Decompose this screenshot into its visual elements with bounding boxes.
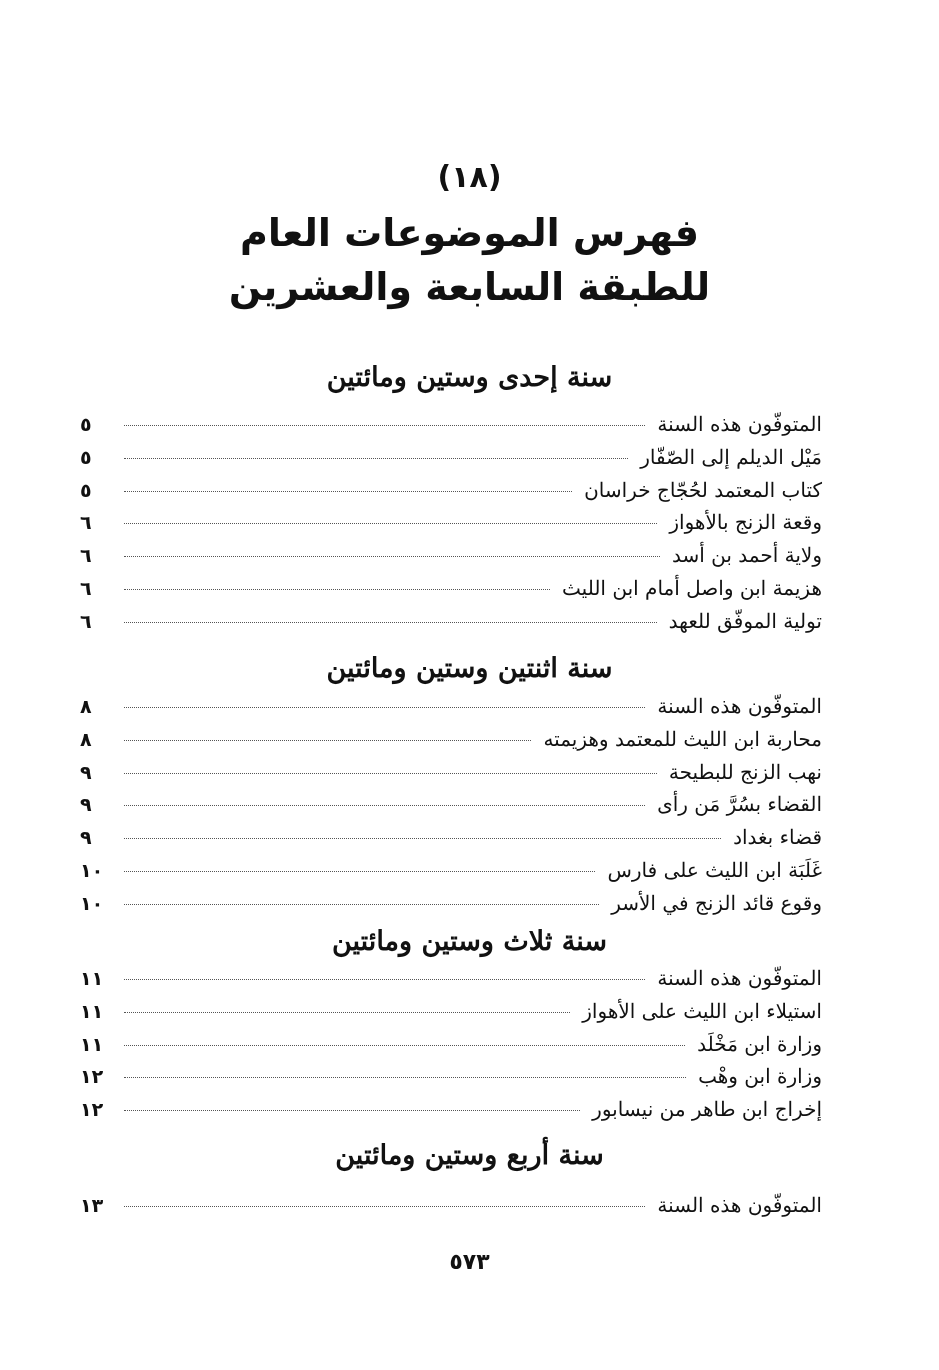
entry-page-number: ٩ (80, 827, 92, 850)
entry-title: إخراج ابن طاهر من نيسابور (592, 1097, 822, 1122)
toc-entry (80, 609, 822, 642)
toc-entry (80, 445, 822, 478)
toc-entry (80, 694, 822, 727)
entry-page-number: ٩ (80, 761, 92, 784)
dot-leader (124, 491, 572, 492)
dot-leader (124, 1206, 645, 1207)
entry-page-number: ٦ (80, 610, 92, 633)
entry-title: استيلاء ابن الليث على الأهواز (582, 998, 822, 1023)
dot-leader (124, 589, 550, 590)
entry-title: وقعة الزنج بالأهواز (669, 510, 822, 535)
dot-leader (124, 1045, 685, 1046)
entry-page-number: ١٢ (80, 1099, 104, 1122)
entry-page-number: ١١ (80, 1033, 104, 1056)
toc-entry (80, 760, 822, 793)
entry-title: ولاية أحمد بن أسد (671, 543, 822, 568)
entry-title: كتاب المعتمد لحُجّاج خراسان (584, 477, 822, 502)
entry-title: مَيْل الديلم إلى الصّفّار (640, 444, 822, 469)
entry-page-number: ١١ (80, 1000, 104, 1023)
toc-list (80, 412, 822, 642)
entry-page-number: ٦ (80, 577, 92, 600)
entry-title: قضاء بغداد (733, 825, 822, 850)
dot-leader (124, 773, 657, 774)
toc-entry (80, 543, 822, 576)
entry-title: القضاء بسُرَّ مَن رأى (657, 792, 822, 817)
toc-entry (80, 1032, 822, 1065)
toc-entry (80, 1193, 822, 1226)
dot-leader (124, 1012, 570, 1013)
dot-leader (124, 740, 531, 741)
toc-entry (80, 510, 822, 543)
toc-entry (80, 1097, 822, 1130)
entry-page-number: ٦ (80, 545, 92, 568)
entry-title: تولية الموفّق للعهد (668, 608, 822, 633)
entry-title: المتوفّون هذه السنة (657, 694, 822, 718)
toc-list (80, 1193, 822, 1226)
entry-page-number: ٨ (80, 728, 92, 751)
dot-leader (124, 1110, 580, 1111)
dot-leader (124, 622, 657, 623)
entry-page-number: ٥ (80, 446, 92, 469)
entry-page-number: ٥ (80, 414, 92, 436)
dot-leader (124, 838, 721, 839)
entry-title: المتوفّون هذه السنة (657, 966, 822, 990)
toc-list (80, 966, 822, 1130)
entry-page-number: ١٠ (80, 892, 104, 915)
entry-page-number: ٥ (80, 479, 92, 502)
entry-page-number: ١٢ (80, 1066, 104, 1089)
toc-entry (80, 825, 822, 858)
dot-leader (124, 904, 599, 905)
entry-title: المتوفّون هذه السنة (657, 412, 822, 436)
entry-page-number: ٨ (80, 696, 92, 718)
year-heading: سنة أربع وستين ومائتين (335, 1140, 604, 1171)
dot-leader (124, 523, 657, 524)
entry-title: وقوع قائد الزنج في الأسر (611, 890, 822, 915)
toc-entry (80, 966, 822, 999)
dot-leader (124, 979, 645, 980)
dot-leader (124, 458, 628, 459)
year-heading: سنة ثلاث وستين ومائتين (331, 926, 608, 957)
toc-entry (80, 478, 822, 511)
toc-entry (80, 576, 822, 609)
entry-page-number: ٦ (80, 512, 92, 535)
dot-leader (124, 1077, 686, 1078)
entry-title: محاربة ابن الليث للمعتمد وهزيمته (543, 726, 822, 751)
entry-title: المتوفّون هذه السنة (657, 1193, 822, 1217)
page-title-line-1: فهرس الموضوعات العام (240, 211, 699, 255)
dot-leader (124, 871, 595, 872)
dot-leader (124, 805, 645, 806)
dot-leader (124, 556, 660, 557)
entry-title: نهب الزنج للبطيحة (668, 759, 822, 784)
toc-entry (80, 891, 822, 924)
toc-entry (80, 999, 822, 1032)
toc-list (80, 694, 822, 924)
entry-page-number: ١١ (80, 968, 104, 990)
page-number: ٥٧٣ (449, 1250, 490, 1275)
dot-leader (124, 425, 645, 426)
dot-leader (124, 707, 645, 708)
entry-title: غَلَبَة ابن الليث على فارس (607, 857, 822, 882)
entry-page-number: ١٣ (80, 1195, 104, 1217)
entry-page-number: ٩ (80, 794, 92, 817)
year-heading: سنة اثنتين وستين ومائتين (326, 653, 613, 684)
year-heading: سنة إحدى وستين ومائتين (326, 362, 613, 393)
toc-entry (80, 1064, 822, 1097)
toc-entry (80, 792, 822, 825)
entry-title: وزارة ابن مَخْلَد (697, 1031, 822, 1056)
toc-entry (80, 727, 822, 760)
toc-entry (80, 858, 822, 891)
chapter-number: (١٨) (437, 160, 502, 195)
entry-title: هزيمة ابن واصل أمام ابن الليث (562, 575, 822, 600)
entry-page-number: ١٠ (80, 859, 104, 882)
toc-entry (80, 412, 822, 445)
page-title-line-2: للطبقة السابعة والعشرين (228, 265, 711, 309)
entry-title: وزارة ابن وهْب (698, 1064, 822, 1089)
